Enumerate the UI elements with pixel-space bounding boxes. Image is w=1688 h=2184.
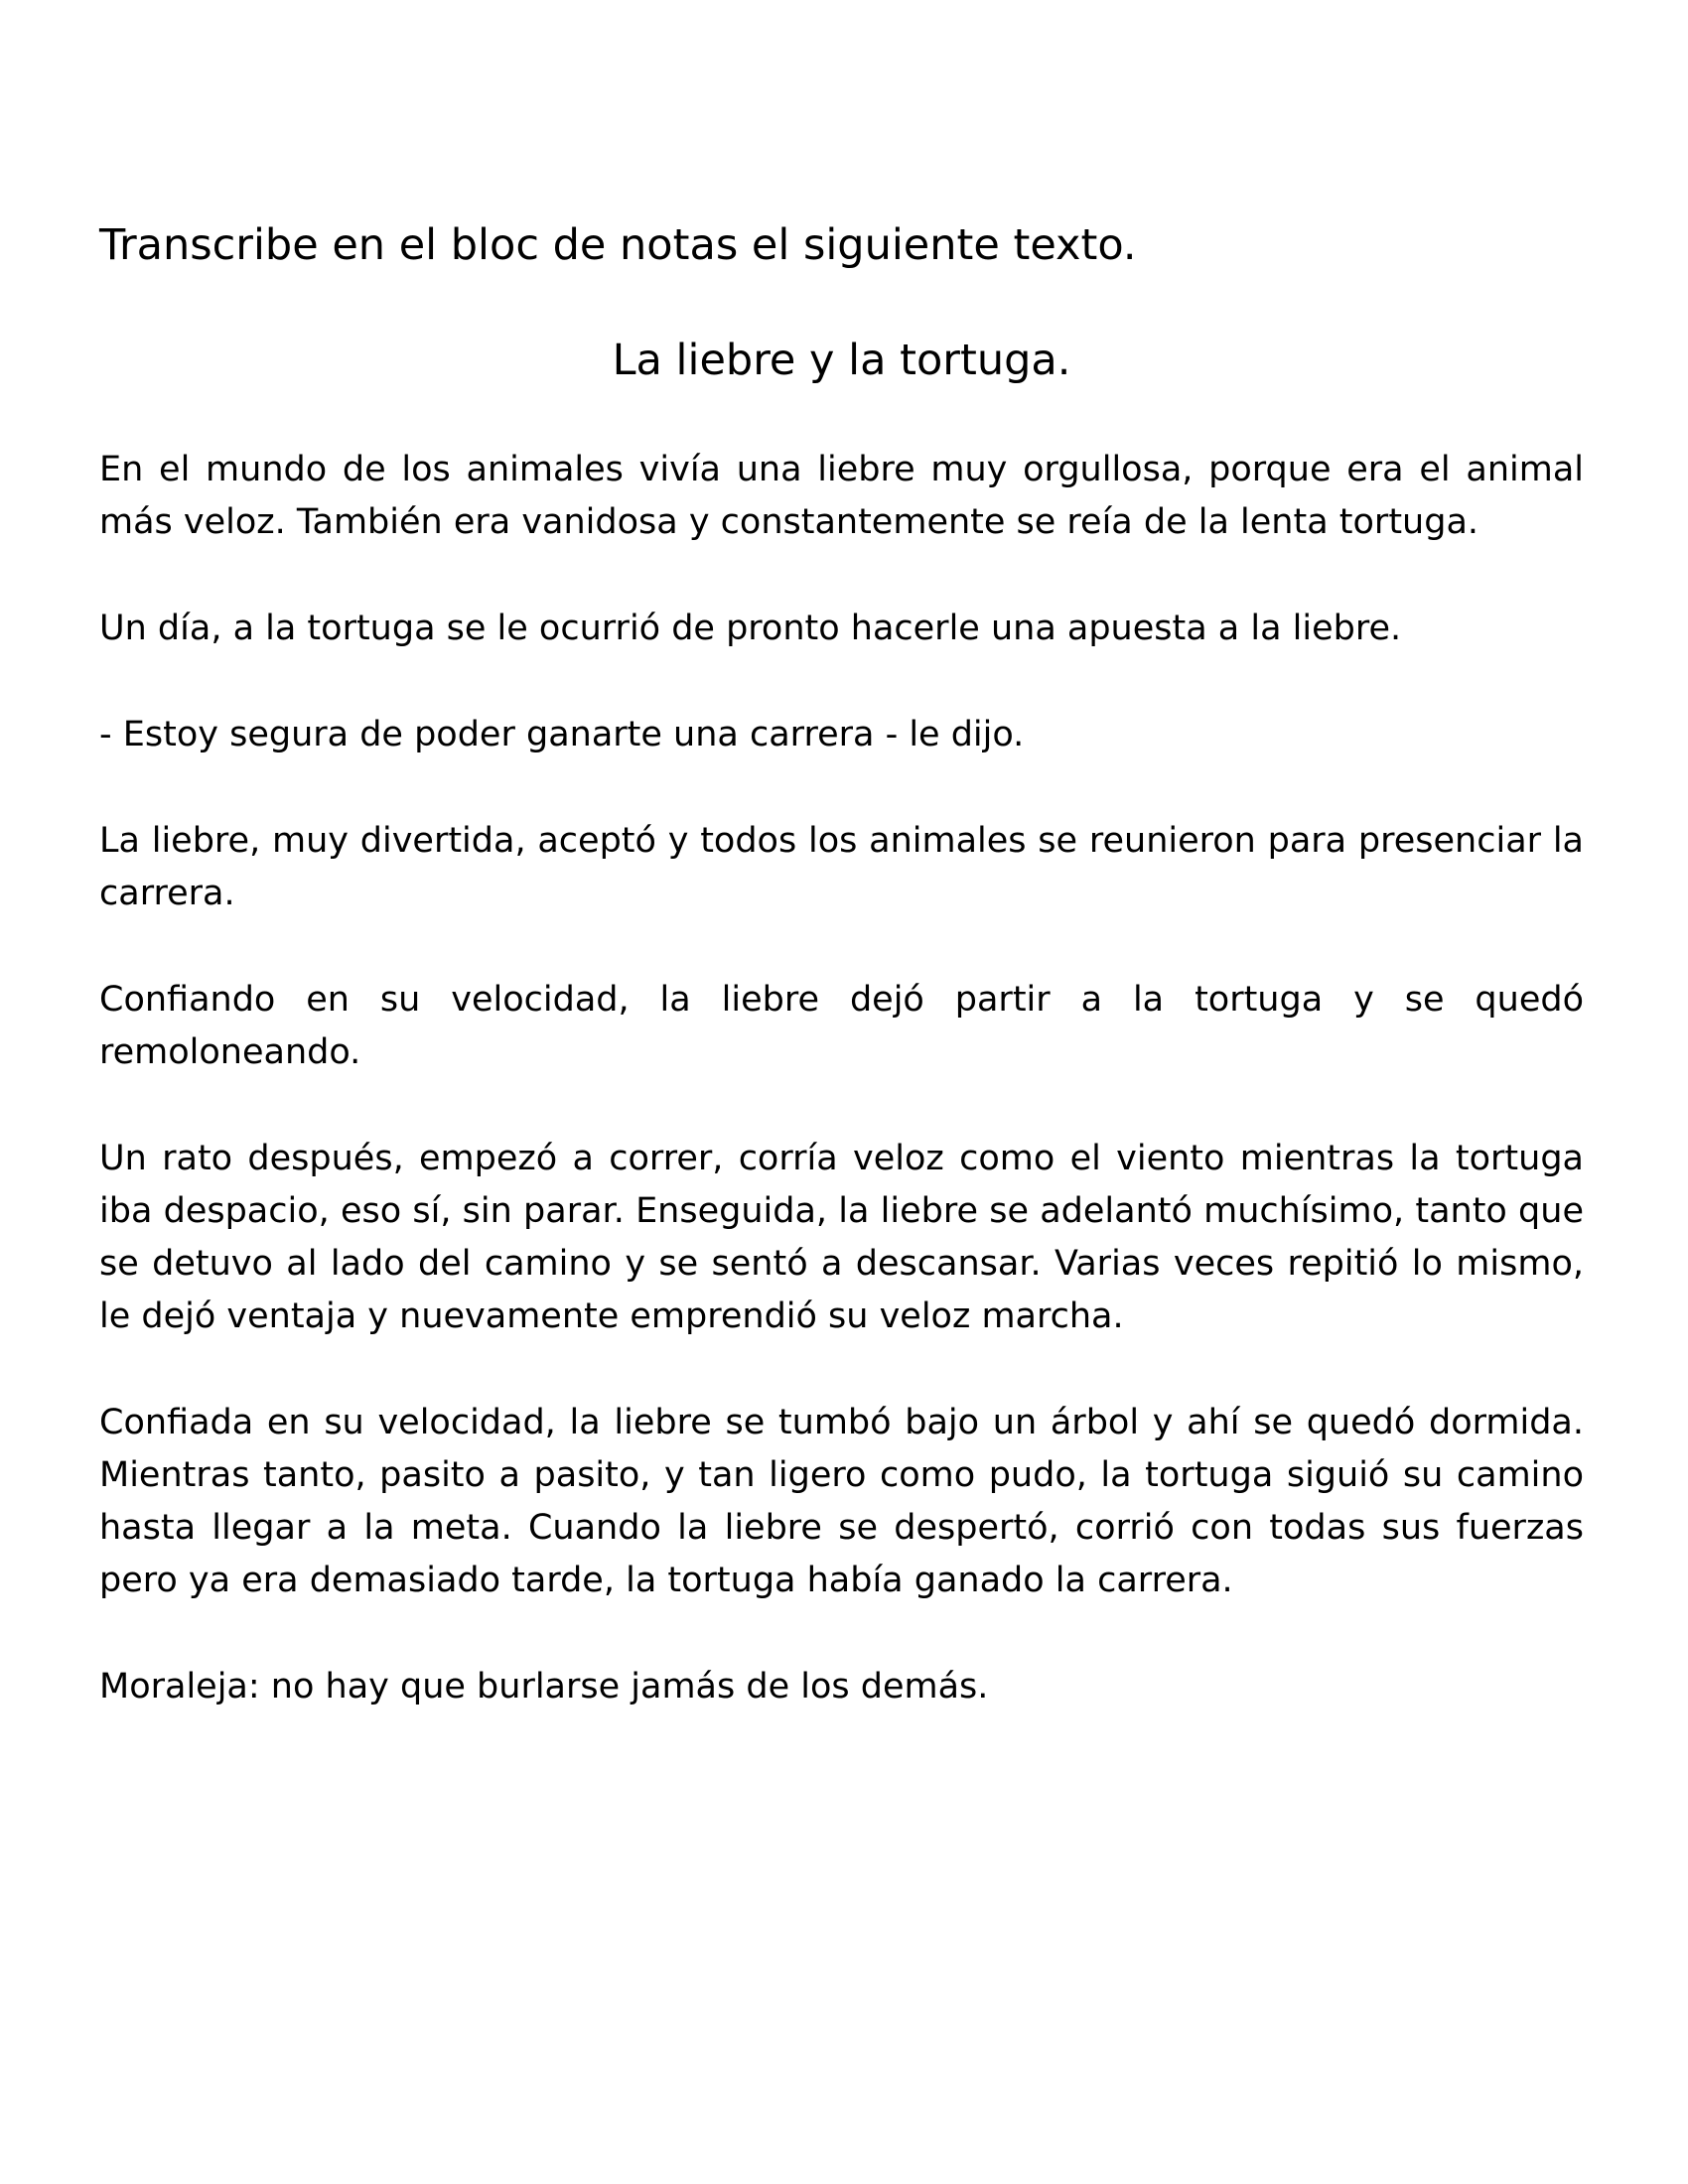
paragraph-5: Confiando en su velocidad, la liebre dejó partir a la tortuga y se quedó remoloneando. xyxy=(99,979,1584,1072)
paragraph-3-dialogue: - Estoy segura de poder ganarte una carrera - le dijo. xyxy=(99,714,1025,754)
paragraph-4: La liebre, muy divertida, aceptó y todos los animales se reunieron para presenciar la carrera. xyxy=(99,820,1584,913)
document-page xyxy=(99,218,1584,1767)
moral-paragraph: Moraleja: no hay que burlarse jamás de los demás. xyxy=(99,1666,989,1706)
story-title: La liebre y la tortuga. xyxy=(612,335,1071,385)
story-body xyxy=(99,444,1584,1713)
paragraph-2: Un día, a la tortuga se le ocurrió de pronto hacerle una apuesta a la liebre. xyxy=(99,608,1402,648)
paragraph-1: En el mundo de los animales vivía una liebre muy orgullosa, porque era el animal más veloz. También era vanidosa y constantemente se reía de la lenta tortuga. xyxy=(99,449,1584,542)
paragraph-7: Confiada en su velocidad, la liebre se tumbó bajo un árbol y ahí se quedó dormida. Mientras tanto, pasito a pasito, y tan ligero como pudo, la tortuga siguió su camino hasta llegar a la meta. Cuando la liebre se despertó, corrió con todas sus fuerzas pero ya era demasiado tarde, la tortuga había ganado la carrera. xyxy=(99,1402,1584,1600)
paragraph-6: Un rato después, empezó a correr, corría veloz como el viento mientras la tortuga iba despacio, eso sí, sin parar. Enseguida, la liebre se adelantó muchísimo, tanto que se detuvo al lado del camino y se sentó a descansar. Varias veces repitió lo mismo, le dejó ventaja y nuevamente emprendió su veloz marcha. xyxy=(99,1138,1584,1336)
instruction-text: Transcribe en el bloc de notas el siguiente texto. xyxy=(99,220,1137,270)
